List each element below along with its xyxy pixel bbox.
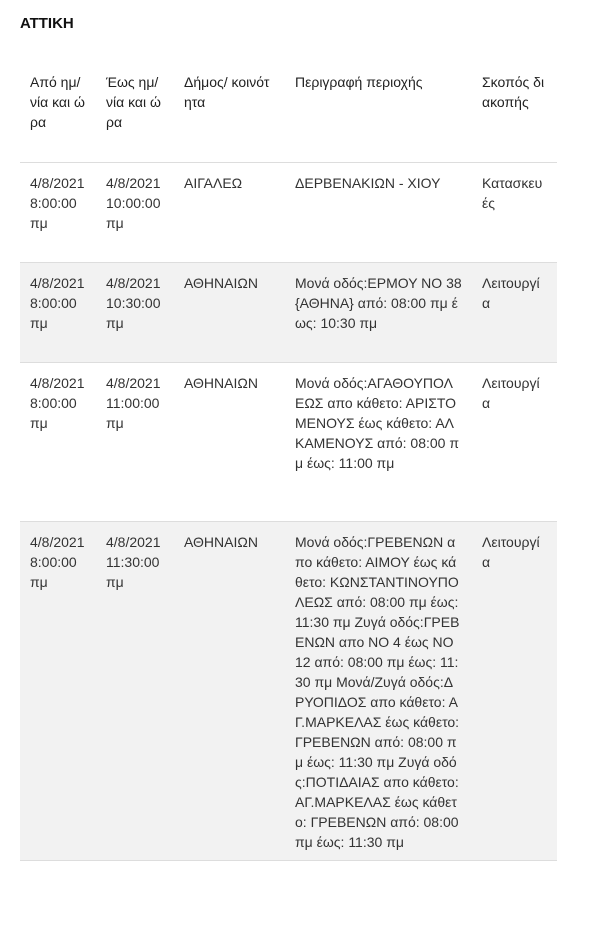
cell-description: ΔΕΡΒΕΝΑΚΙΩΝ - ΧΙΟΥ [285,163,472,263]
header-municipality: Δήμος/ κοινότητα [174,64,285,163]
cell-to: 4/8/2021 10:30:00 πμ [96,263,174,363]
cell-to: 4/8/2021 11:30:00 πμ [96,522,174,861]
table-row [20,163,557,263]
cell-from: 4/8/2021 8:00:00 πμ [20,522,96,861]
cell-to: 4/8/2021 11:00:00 πμ [96,363,174,522]
cell-purpose: Λειτουργία [472,263,557,363]
header-description: Περιγραφή περιοχής [285,64,472,163]
region-title: ΑΤΤΙΚΗ [20,15,74,32]
cell-from: 4/8/2021 8:00:00 πμ [20,163,96,263]
cell-description: Μονά οδός:ΓΡΕΒΕΝΩΝ απο κάθετο: ΑΙΜΟΥ έως κάθετο: ΚΩΝΣΤΑΝΤΙΝΟΥΠΟΛΕΩΣ από: 08:00 πμ έως: 11:30 πμ Ζυγά οδός:ΓΡΕΒΕΝΩΝ απο ΝΟ 4 έως ΝΟ 12 από: 08:00 πμ έως: 11:30 πμ Μονά/Ζυγά οδός:ΔΡΥΟΠΙΔΟΣ απο κάθετο: ΑΓ.ΜΑΡΚΕΛΑΣ έως κάθετο: ΓΡΕΒΕΝΩΝ από: 08:00 πμ έως: 11:30 πμ Ζυγά οδός:ΠΟΤΙΔΑΙΑΣ απο κάθετο: ΑΓ.ΜΑΡΚΕΛΑΣ έως κάθετο: ΓΡΕΒΕΝΩΝ από: 08:00 πμ έως: 11:30 πμ [285,522,472,861]
cell-description: Μονά οδός:ΕΡΜΟΥ ΝΟ 38 {ΑΘΗΝΑ} από: 08:00 πμ έως: 10:30 πμ [285,263,472,363]
outage-table [20,64,557,861]
cell-municipality: ΑΘΗΝΑΙΩΝ [174,522,285,861]
table-row [20,522,557,861]
cell-municipality: ΑΙΓΑΛΕΩ [174,163,285,263]
cell-to: 4/8/2021 10:00:00 πμ [96,163,174,263]
table-header-row [20,64,557,163]
header-purpose: Σκοπός διακοπής [472,64,557,163]
cell-description: Μονά οδός:ΑΓΑΘΟΥΠΟΛΕΩΣ απο κάθετο: ΑΡΙΣΤΟΜΕΝΟΥΣ έως κάθετο: ΑΛΚΑΜΕΝΟΥΣ από: 08:00 πμ έως: 11:00 πμ [285,363,472,522]
table-row [20,363,557,522]
cell-from: 4/8/2021 8:00:00 πμ [20,363,96,522]
cell-from: 4/8/2021 8:00:00 πμ [20,263,96,363]
header-from: Από ημ/νία και ώρα [20,64,96,163]
cell-purpose: Κατασκευές [472,163,557,263]
cell-purpose: Λειτουργία [472,363,557,522]
cell-municipality: ΑΘΗΝΑΙΩΝ [174,363,285,522]
table-row [20,263,557,363]
cell-municipality: ΑΘΗΝΑΙΩΝ [174,263,285,363]
header-to: Έως ημ/νία και ώρα [96,64,174,163]
cell-purpose: Λειτουργία [472,522,557,861]
